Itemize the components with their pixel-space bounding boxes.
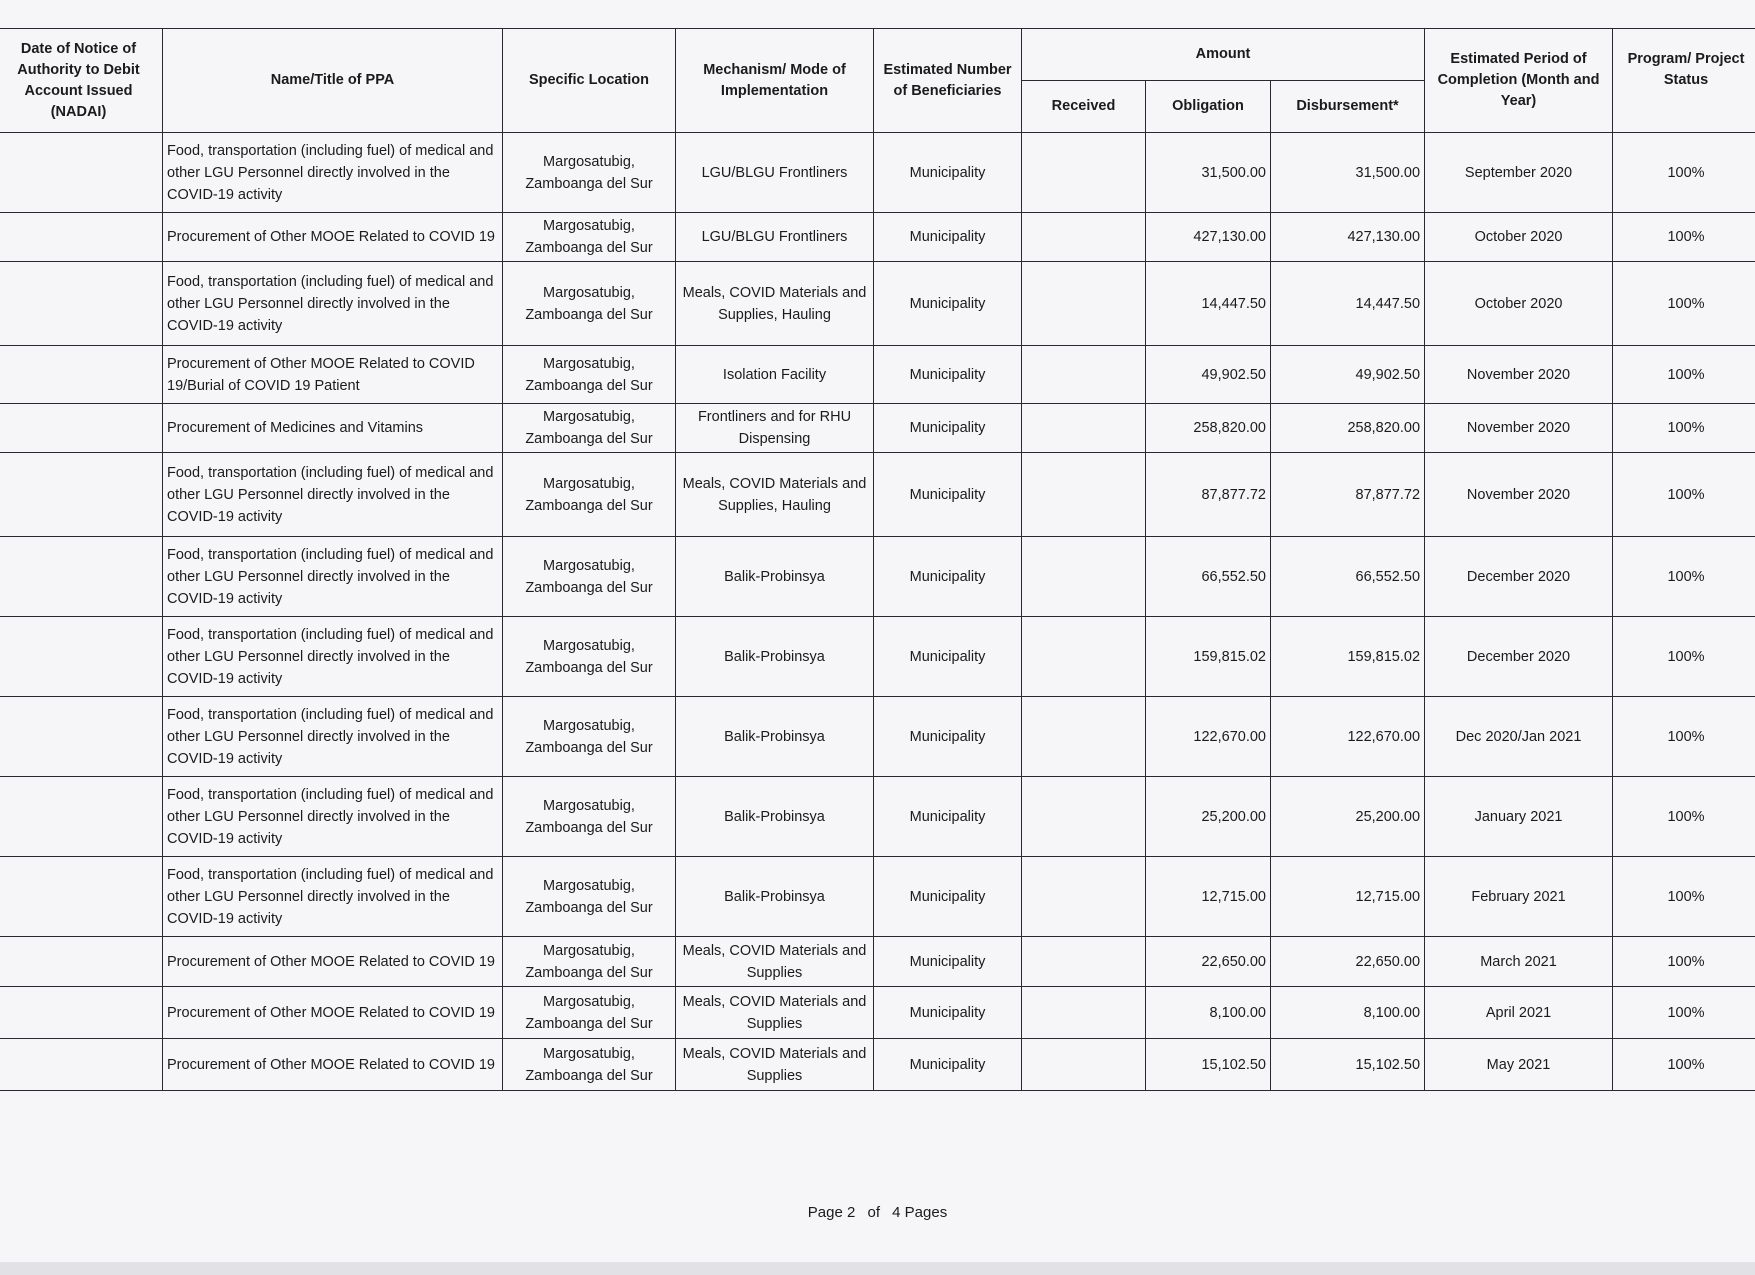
row-disbursement-cell: 25,200.00 bbox=[1271, 777, 1425, 857]
table-row bbox=[0, 133, 1755, 213]
row-status-cell: 100% bbox=[1613, 617, 1755, 697]
row-mechanism-cell: Balik-Probinsya bbox=[676, 697, 874, 777]
row-beneficiaries-cell: Municipality bbox=[874, 697, 1022, 777]
page-total: 4 Pages bbox=[892, 1204, 948, 1221]
row-obligation-cell: 22,650.00 bbox=[1146, 937, 1271, 987]
row-location-cell: Margosatubig, Zamboanga del Sur bbox=[503, 213, 676, 262]
row-name-cell: Procurement of Medicines and Vitamins bbox=[163, 404, 503, 453]
header-obligation: Obligation bbox=[1146, 81, 1271, 133]
row-status-cell: 100% bbox=[1613, 537, 1755, 617]
header-beneficiaries: Estimated Number of Beneficiaries bbox=[874, 29, 1022, 133]
row-period-cell: October 2020 bbox=[1425, 213, 1613, 262]
row-period-cell: Dec 2020/Jan 2021 bbox=[1425, 697, 1613, 777]
row-location-cell: Margosatubig, Zamboanga del Sur bbox=[503, 453, 676, 537]
row-disbursement-cell: 12,715.00 bbox=[1271, 857, 1425, 937]
row-beneficiaries-cell: Municipality bbox=[874, 453, 1022, 537]
table-row bbox=[0, 987, 1755, 1039]
row-location-cell: Margosatubig, Zamboanga del Sur bbox=[503, 133, 676, 213]
row-mechanism-cell: Meals, COVID Materials and Supplies, Hauling bbox=[676, 453, 874, 537]
row-disbursement-cell: 87,877.72 bbox=[1271, 453, 1425, 537]
row-obligation-cell: 14,447.50 bbox=[1146, 262, 1271, 346]
row-mechanism-cell: Balik-Probinsya bbox=[676, 857, 874, 937]
row-received-cell bbox=[1022, 346, 1146, 404]
row-received-cell bbox=[1022, 537, 1146, 617]
table-row bbox=[0, 453, 1755, 537]
row-status-cell: 100% bbox=[1613, 404, 1755, 453]
row-period-cell: September 2020 bbox=[1425, 133, 1613, 213]
row-received-cell bbox=[1022, 404, 1146, 453]
row-beneficiaries-cell: Municipality bbox=[874, 777, 1022, 857]
table-row bbox=[0, 262, 1755, 346]
row-name-cell: Food, transportation (including fuel) of medical and other LGU Personnel directly involved in the COVID-19 activity bbox=[163, 697, 503, 777]
table-row bbox=[0, 404, 1755, 453]
scan-edge bbox=[0, 1262, 1755, 1275]
header-name: Name/Title of PPA bbox=[163, 29, 503, 133]
row-obligation-cell: 258,820.00 bbox=[1146, 404, 1271, 453]
row-name-cell: Food, transportation (including fuel) of medical and other LGU Personnel directly involved in the COVID-19 activity bbox=[163, 857, 503, 937]
row-nadai-cell bbox=[0, 404, 163, 453]
row-name-cell: Procurement of Other MOOE Related to COVID 19 bbox=[163, 1039, 503, 1091]
row-name-cell: Procurement of Other MOOE Related to COVID 19 bbox=[163, 987, 503, 1039]
row-status-cell: 100% bbox=[1613, 777, 1755, 857]
row-obligation-cell: 8,100.00 bbox=[1146, 987, 1271, 1039]
row-period-cell: April 2021 bbox=[1425, 987, 1613, 1039]
row-disbursement-cell: 258,820.00 bbox=[1271, 404, 1425, 453]
row-location-cell: Margosatubig, Zamboanga del Sur bbox=[503, 857, 676, 937]
row-disbursement-cell: 22,650.00 bbox=[1271, 937, 1425, 987]
table-row bbox=[0, 697, 1755, 777]
row-nadai-cell bbox=[0, 937, 163, 987]
row-disbursement-cell: 14,447.50 bbox=[1271, 262, 1425, 346]
header-location: Specific Location bbox=[503, 29, 676, 133]
row-obligation-cell: 15,102.50 bbox=[1146, 1039, 1271, 1091]
row-obligation-cell: 427,130.00 bbox=[1146, 213, 1271, 262]
row-nadai-cell bbox=[0, 1039, 163, 1091]
row-location-cell: Margosatubig, Zamboanga del Sur bbox=[503, 617, 676, 697]
row-received-cell bbox=[1022, 777, 1146, 857]
row-nadai-cell bbox=[0, 262, 163, 346]
row-period-cell: February 2021 bbox=[1425, 857, 1613, 937]
row-status-cell: 100% bbox=[1613, 937, 1755, 987]
row-received-cell bbox=[1022, 133, 1146, 213]
row-beneficiaries-cell: Municipality bbox=[874, 537, 1022, 617]
row-beneficiaries-cell: Municipality bbox=[874, 987, 1022, 1039]
row-received-cell bbox=[1022, 213, 1146, 262]
row-received-cell bbox=[1022, 262, 1146, 346]
row-mechanism-cell: Isolation Facility bbox=[676, 346, 874, 404]
row-status-cell: 100% bbox=[1613, 1039, 1755, 1091]
row-received-cell bbox=[1022, 1039, 1146, 1091]
table-row bbox=[0, 937, 1755, 987]
row-period-cell: March 2021 bbox=[1425, 937, 1613, 987]
row-location-cell: Margosatubig, Zamboanga del Sur bbox=[503, 697, 676, 777]
row-received-cell bbox=[1022, 987, 1146, 1039]
row-received-cell bbox=[1022, 453, 1146, 537]
row-period-cell: November 2020 bbox=[1425, 346, 1613, 404]
row-obligation-cell: 66,552.50 bbox=[1146, 537, 1271, 617]
row-period-cell: November 2020 bbox=[1425, 453, 1613, 537]
row-nadai-cell bbox=[0, 133, 163, 213]
row-name-cell: Procurement of Other MOOE Related to COVID 19/Burial of COVID 19 Patient bbox=[163, 346, 503, 404]
row-obligation-cell: 87,877.72 bbox=[1146, 453, 1271, 537]
row-beneficiaries-cell: Municipality bbox=[874, 262, 1022, 346]
row-period-cell: December 2020 bbox=[1425, 537, 1613, 617]
row-obligation-cell: 25,200.00 bbox=[1146, 777, 1271, 857]
row-period-cell: November 2020 bbox=[1425, 404, 1613, 453]
row-obligation-cell: 159,815.02 bbox=[1146, 617, 1271, 697]
row-nadai-cell bbox=[0, 857, 163, 937]
row-status-cell: 100% bbox=[1613, 857, 1755, 937]
row-received-cell bbox=[1022, 937, 1146, 987]
row-disbursement-cell: 427,130.00 bbox=[1271, 213, 1425, 262]
row-mechanism-cell: Frontliners and for RHU Dispensing bbox=[676, 404, 874, 453]
row-beneficiaries-cell: Municipality bbox=[874, 1039, 1022, 1091]
table-row bbox=[0, 857, 1755, 937]
row-status-cell: 100% bbox=[1613, 697, 1755, 777]
row-period-cell: December 2020 bbox=[1425, 617, 1613, 697]
row-received-cell bbox=[1022, 697, 1146, 777]
row-beneficiaries-cell: Municipality bbox=[874, 346, 1022, 404]
row-beneficiaries-cell: Municipality bbox=[874, 857, 1022, 937]
row-location-cell: Margosatubig, Zamboanga del Sur bbox=[503, 404, 676, 453]
row-disbursement-cell: 66,552.50 bbox=[1271, 537, 1425, 617]
row-disbursement-cell: 122,670.00 bbox=[1271, 697, 1425, 777]
row-period-cell: October 2020 bbox=[1425, 262, 1613, 346]
row-received-cell bbox=[1022, 617, 1146, 697]
row-name-cell: Food, transportation (including fuel) of medical and other LGU Personnel directly involved in the COVID-19 activity bbox=[163, 133, 503, 213]
row-status-cell: 100% bbox=[1613, 453, 1755, 537]
row-period-cell: May 2021 bbox=[1425, 1039, 1613, 1091]
row-name-cell: Food, transportation (including fuel) of medical and other LGU Personnel directly involved in the COVID-19 activity bbox=[163, 262, 503, 346]
header-disbursement: Disbursement* bbox=[1271, 81, 1425, 133]
table-row bbox=[0, 617, 1755, 697]
row-obligation-cell: 31,500.00 bbox=[1146, 133, 1271, 213]
row-mechanism-cell: Meals, COVID Materials and Supplies bbox=[676, 937, 874, 987]
row-location-cell: Margosatubig, Zamboanga del Sur bbox=[503, 1039, 676, 1091]
row-status-cell: 100% bbox=[1613, 262, 1755, 346]
page-footer bbox=[0, 1204, 1755, 1221]
header-mechanism: Mechanism/ Mode of Implementation bbox=[676, 29, 874, 133]
ppa-table bbox=[0, 28, 1755, 1091]
row-beneficiaries-cell: Municipality bbox=[874, 133, 1022, 213]
row-period-cell: January 2021 bbox=[1425, 777, 1613, 857]
row-location-cell: Margosatubig, Zamboanga del Sur bbox=[503, 262, 676, 346]
row-name-cell: Procurement of Other MOOE Related to COVID 19 bbox=[163, 937, 503, 987]
row-nadai-cell bbox=[0, 617, 163, 697]
row-obligation-cell: 12,715.00 bbox=[1146, 857, 1271, 937]
row-nadai-cell bbox=[0, 453, 163, 537]
row-beneficiaries-cell: Municipality bbox=[874, 404, 1022, 453]
row-disbursement-cell: 15,102.50 bbox=[1271, 1039, 1425, 1091]
row-nadai-cell bbox=[0, 346, 163, 404]
row-nadai-cell bbox=[0, 697, 163, 777]
row-status-cell: 100% bbox=[1613, 133, 1755, 213]
row-mechanism-cell: Balik-Probinsya bbox=[676, 777, 874, 857]
header-received: Received bbox=[1022, 81, 1146, 133]
row-nadai-cell bbox=[0, 537, 163, 617]
row-beneficiaries-cell: Municipality bbox=[874, 937, 1022, 987]
row-obligation-cell: 49,902.50 bbox=[1146, 346, 1271, 404]
row-disbursement-cell: 159,815.02 bbox=[1271, 617, 1425, 697]
row-location-cell: Margosatubig, Zamboanga del Sur bbox=[503, 777, 676, 857]
table-row bbox=[0, 346, 1755, 404]
row-mechanism-cell: LGU/BLGU Frontliners bbox=[676, 133, 874, 213]
row-status-cell: 100% bbox=[1613, 346, 1755, 404]
row-location-cell: Margosatubig, Zamboanga del Sur bbox=[503, 987, 676, 1039]
row-disbursement-cell: 8,100.00 bbox=[1271, 987, 1425, 1039]
row-location-cell: Margosatubig, Zamboanga del Sur bbox=[503, 937, 676, 987]
row-name-cell: Food, transportation (including fuel) of medical and other LGU Personnel directly involved in the COVID-19 activity bbox=[163, 777, 503, 857]
header-period: Estimated Period of Completion (Month and Year) bbox=[1425, 29, 1613, 133]
header-amount: Amount bbox=[1022, 29, 1425, 81]
row-mechanism-cell: LGU/BLGU Frontliners bbox=[676, 213, 874, 262]
row-location-cell: Margosatubig, Zamboanga del Sur bbox=[503, 346, 676, 404]
header-nadai: Date of Notice of Authority to Debit Account Issued (NADAI) bbox=[0, 29, 163, 133]
row-location-cell: Margosatubig, Zamboanga del Sur bbox=[503, 537, 676, 617]
row-disbursement-cell: 31,500.00 bbox=[1271, 133, 1425, 213]
table-row bbox=[0, 213, 1755, 262]
row-disbursement-cell: 49,902.50 bbox=[1271, 346, 1425, 404]
row-name-cell: Food, transportation (including fuel) of medical and other LGU Personnel directly involved in the COVID-19 activity bbox=[163, 537, 503, 617]
row-name-cell: Food, transportation (including fuel) of medical and other LGU Personnel directly involved in the COVID-19 activity bbox=[163, 453, 503, 537]
row-nadai-cell bbox=[0, 777, 163, 857]
page-of-label: of bbox=[867, 1204, 880, 1221]
row-nadai-cell bbox=[0, 987, 163, 1039]
page-number: Page 2 bbox=[807, 1204, 856, 1221]
header-status: Program/ Project Status bbox=[1613, 29, 1755, 133]
row-status-cell: 100% bbox=[1613, 987, 1755, 1039]
row-mechanism-cell: Meals, COVID Materials and Supplies bbox=[676, 1039, 874, 1091]
row-beneficiaries-cell: Municipality bbox=[874, 617, 1022, 697]
row-nadai-cell bbox=[0, 213, 163, 262]
row-mechanism-cell: Balik-Probinsya bbox=[676, 617, 874, 697]
row-status-cell: 100% bbox=[1613, 213, 1755, 262]
table-row bbox=[0, 777, 1755, 857]
row-name-cell: Procurement of Other MOOE Related to COVID 19 bbox=[163, 213, 503, 262]
row-mechanism-cell: Balik-Probinsya bbox=[676, 537, 874, 617]
row-beneficiaries-cell: Municipality bbox=[874, 213, 1022, 262]
row-obligation-cell: 122,670.00 bbox=[1146, 697, 1271, 777]
row-mechanism-cell: Meals, COVID Materials and Supplies, Hauling bbox=[676, 262, 874, 346]
table-row bbox=[0, 537, 1755, 617]
table-row bbox=[0, 1039, 1755, 1091]
row-received-cell bbox=[1022, 857, 1146, 937]
row-mechanism-cell: Meals, COVID Materials and Supplies bbox=[676, 987, 874, 1039]
row-name-cell: Food, transportation (including fuel) of medical and other LGU Personnel directly involved in the COVID-19 activity bbox=[163, 617, 503, 697]
